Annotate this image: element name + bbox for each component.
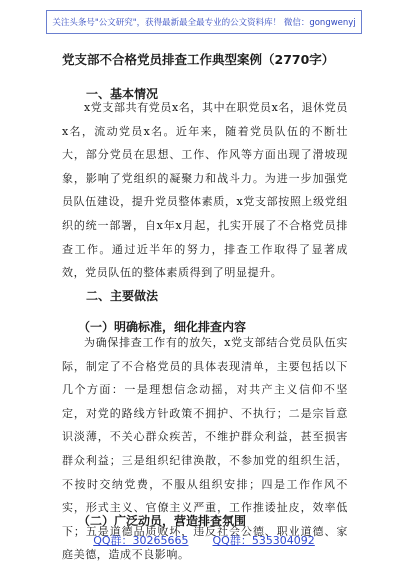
- paragraph-standards: 为确保排查工作有的放矢，x党支部结合党员队伍实际，制定了不合格党员的具体表现清单，主要包括以下几个方面：一是理想信念动摇，对共产主义信仰不坚定，对党的路线方针政策不拥护、不执行；二是宗旨意识淡薄，不关心群众疾苦，不维护群众利益，甚至损害群众利益；三是组织纪律涣散，不参加党的组织生活，不按时交纳党费，不服从组织安排；四是工作作风不实，形式主义、官僚主义严重，工作推诿扯皮，效率低下；五是道德品质败坏，违反社会公德、职业道德、家庭美德，造成不良影响。: [62, 336, 348, 562]
- footer-qq-group-2[interactable]: QQ群：535304092: [212, 534, 315, 547]
- footer-contact: [0, 532, 408, 548]
- section-heading-basic-info: 一、基本情况: [86, 87, 159, 101]
- footer-qq-group-1[interactable]: QQ群：30265665: [93, 534, 189, 547]
- paragraph-basic-info: x党支部共有党员x名，其中在职党员x名，退休党员x名，流动党员x名。近年来，随着党员队伍的不断壮大，部分党员在思想、工作、作风等方面出现了滑坡现象，影响了党组织的凝聚力和战斗力。为进一步加强党员队伍建设，提升党员整体素质，x党支部按照上级党组织的统一部署，自x年x月起，扎实开展了不合格党员排查工作。通过近半年的努力，排查工作取得了显著成效，党员队伍的整体素质得到了明显提升。: [62, 101, 349, 280]
- document-title: 党支部不合格党员排查工作典型案例（2770字）: [62, 52, 335, 67]
- subsection-heading-2: （二）广泛动员，营造排查氛围: [78, 514, 247, 528]
- section-heading-main-practices: 二、主要做法: [86, 289, 159, 303]
- header-banner: 关注头条号"公文研究"，获得最新最全最专业的公文资料库！ 微信：gongwenyj: [46, 10, 362, 34]
- subsection-heading-1: （一）明确标准，细化排查内容: [78, 320, 247, 334]
